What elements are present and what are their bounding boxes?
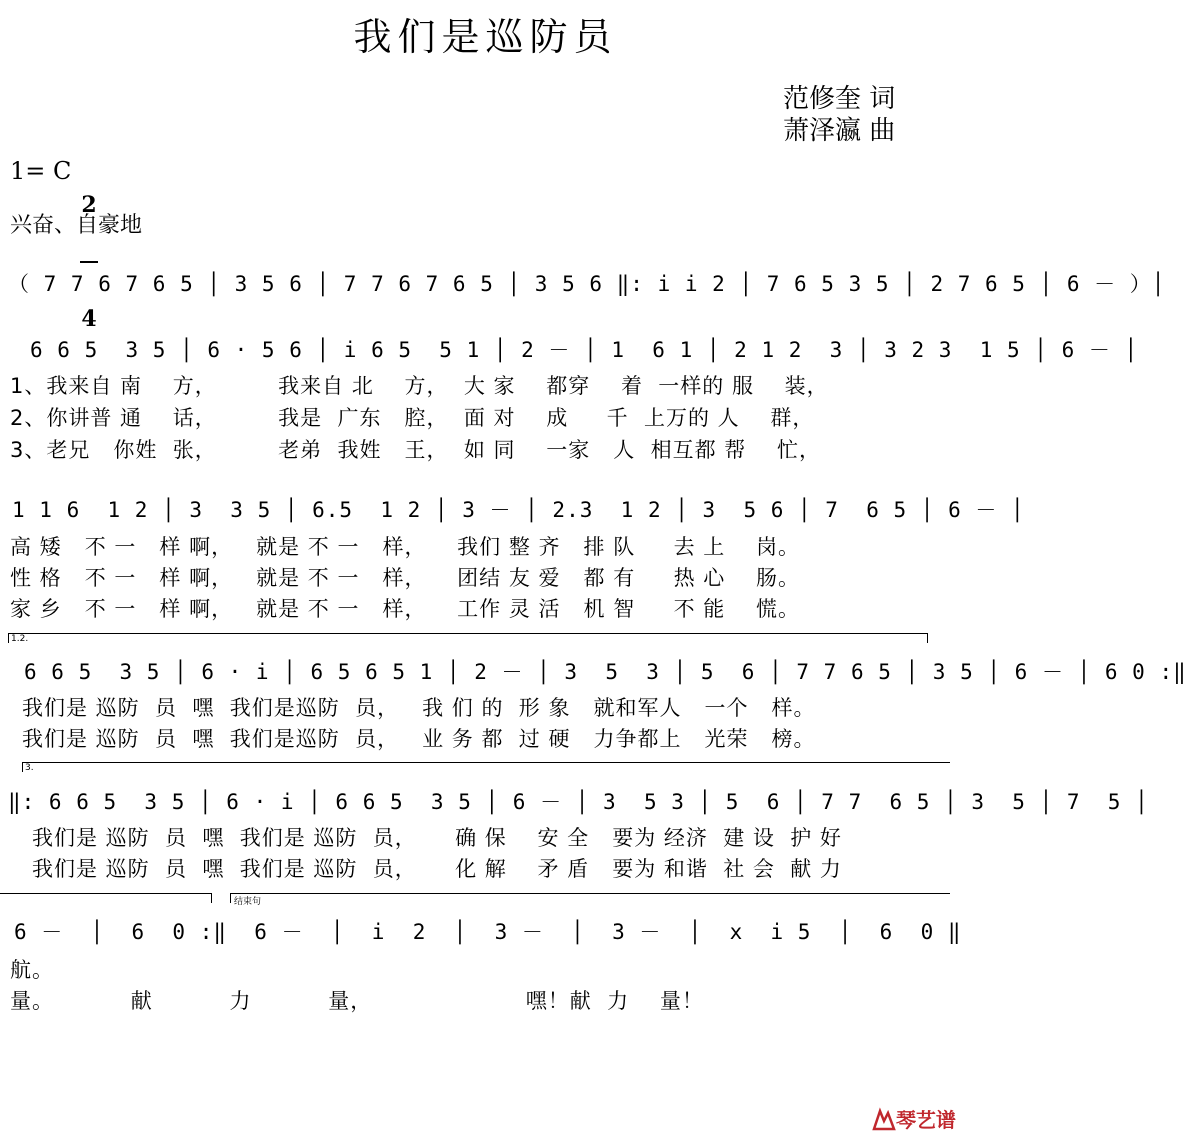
fraction-bar <box>80 261 98 263</box>
row-5-notes: 6 － │ 6 0 :‖ 6 － │ i 2 │ 3 － │ 3 － │ x i 5 │ 6 0 ‖ <box>14 920 962 944</box>
row-1-lyric-verse-2: 2、你讲普 通 话， 我是 广东 腔， 面 对 成 千 上万的 人 群， <box>10 406 815 430</box>
row-2-lyric-verse-2: 性 格 不 一 样 啊， 就是 不 一 样， 团结 友 爱 都 有 热 心 肠。 <box>10 566 800 590</box>
row-2-lyric-verse-1: 高 矮 不 一 样 啊， 就是 不 一 样， 我们 整 齐 排 队 去 上 岗。 <box>10 535 800 559</box>
volta-bracket-3 <box>22 762 950 763</box>
key-signature: 1= C <box>10 157 72 185</box>
volta-bracket-continue <box>0 893 212 894</box>
row-1-notes: 6 6 5 3 5 │ 6 · 5 6 │ i 6 5 5 1 │ 2 － │ 1 6 1 │ 2 1 2 3 │ 3 2 3 1 5 │ 6 － │ <box>30 338 1139 362</box>
intro-notes: （ 7 7 6 7 6 5 │ 3 5 6 │ 7 7 6 7 6 5 │ 3 5 6 ‖: i i 2 │ 7 6 5 3 5 │ 2 7 6 5 │ 6 － ）│ <box>8 272 1166 296</box>
watermark-text: 琴艺谱 <box>895 1108 956 1132</box>
time-signature-bottom: 4 <box>81 306 97 332</box>
row-4-notes: ‖: 6 6 5 3 5 │ 6 · i │ 6 6 5 3 5 │ 6 － │ 3 5 3 │ 5 6 │ 7 7 6 5 │ 3 5 │ 7 5 │ <box>8 790 1149 814</box>
volta-label-1-2: 1.2. <box>11 634 29 644</box>
coda-bracket <box>230 893 950 894</box>
row-5-lyric-verse-1: 航。 <box>10 958 54 982</box>
time-signature-top: 2 <box>81 192 97 218</box>
logo-icon <box>872 1109 896 1131</box>
volta-label-3: 3. <box>25 763 34 773</box>
composer-credit: 萧泽瀛 曲 <box>783 116 896 146</box>
row-3-lyric-verse-2: 我们是 巡防 员 嘿 我们是巡防 员， 业 务 都 过 硬 力争都上 光荣 榜。 <box>22 727 816 751</box>
volta-bracket-end <box>927 633 928 643</box>
row-5-lyric-verse-2: 量。 献 力 量， 嘿！献 力 量！ <box>10 989 704 1013</box>
row-4-lyric-verse-2: 我们是 巡防 员 嘿 我们是 巡防 员， 化 解 矛 盾 要为 和谐 社 会 献 力 <box>32 857 842 881</box>
row-2-notes: 1 1 6 1 2 │ 3 3 5 │ 6.5 1 2 │ 3 － │ 2.3 1 2 │ 3 5 6 │ 7 6 5 │ 6 － │ <box>12 498 1025 522</box>
volta-bracket-1-2 <box>8 633 928 634</box>
coda-bracket-tick <box>230 893 231 903</box>
watermark-logo <box>858 1080 956 1133</box>
song-title: 我们是巡防员 <box>353 15 618 59</box>
tempo-marking: 兴奋、自豪地 <box>10 213 143 238</box>
row-3-lyric-verse-1: 我们是 巡防 员 嘿 我们是巡防 员， 我 们 的 形 象 就和军人 一个 样。 <box>22 696 816 720</box>
coda-label: 结束句 <box>234 897 262 907</box>
volta-bracket-end <box>211 893 212 903</box>
volta-bracket-tick <box>8 633 9 643</box>
row-2-lyric-verse-3: 家 乡 不 一 样 啊， 就是 不 一 样， 工作 灵 活 机 智 不 能 慌。 <box>10 597 800 621</box>
lyricist-credit: 范修奎 词 <box>783 84 896 114</box>
time-signature <box>80 150 98 352</box>
volta-bracket-tick <box>22 762 23 772</box>
row-4-lyric-verse-1: 我们是 巡防 员 嘿 我们是 巡防 员， 确 保 安 全 要为 经济 建 设 护 好 <box>32 826 842 850</box>
row-1-lyric-verse-1: 1、我来自 南 方， 我来自 北 方， 大 家 都穿 着 一样的 服 装， <box>10 374 829 398</box>
row-1-lyric-verse-3: 3、老兄 你姓 张， 老弟 我姓 王， 如 同 一家 人 相互都 帮 忙， <box>10 438 821 462</box>
row-3-notes: 6 6 5 3 5 │ 6 · i │ 6 5 6 5 1 │ 2 － │ 3 5 3 │ 5 6 │ 7 7 6 5 │ 3 5 │ 6 － │ 6 0 :‖ <box>24 660 1187 684</box>
